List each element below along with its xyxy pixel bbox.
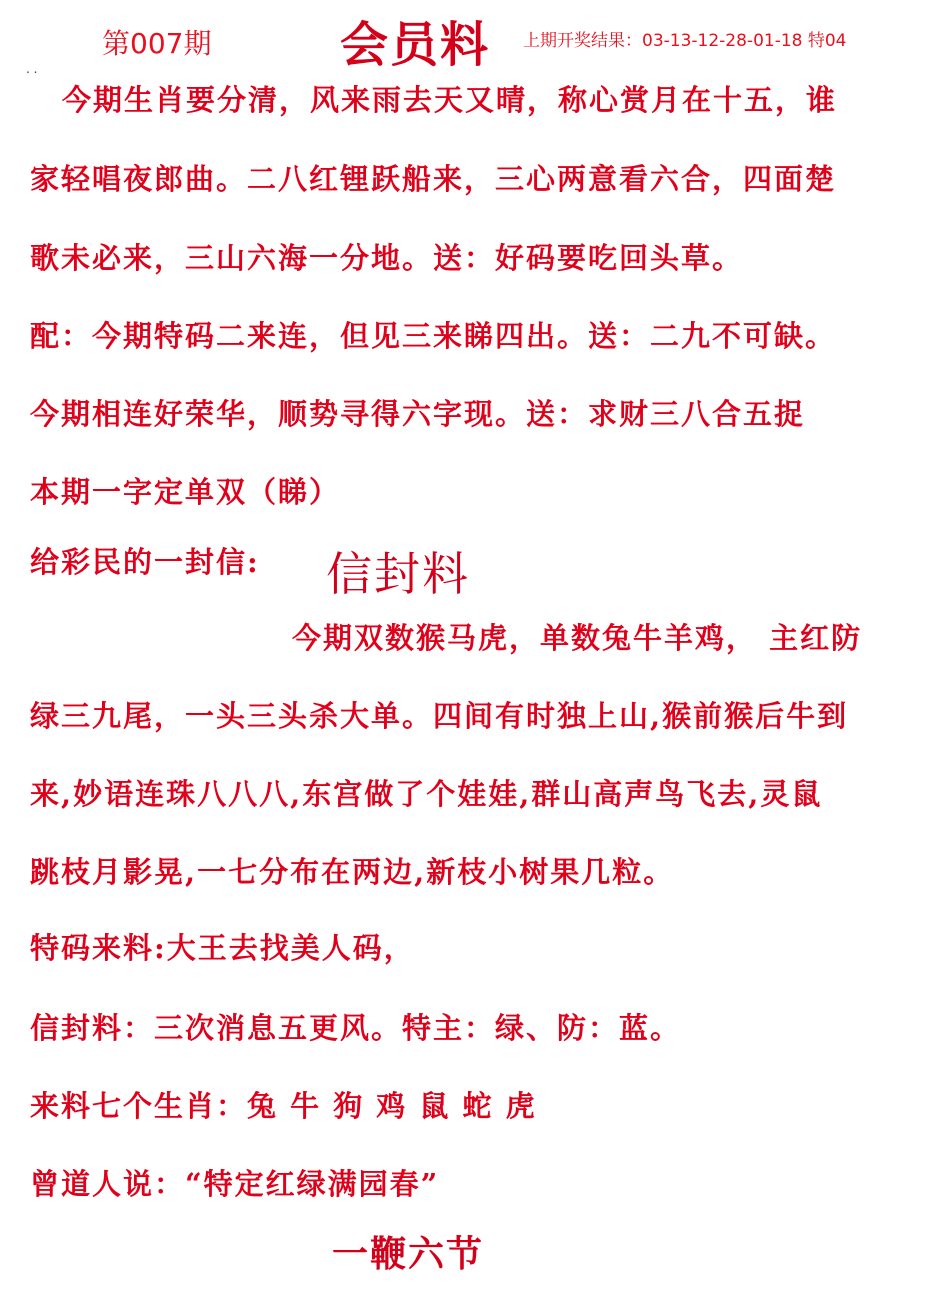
decorative-dots: . . <box>26 62 38 76</box>
yizi-line: 本期一字定单双（睇） <box>30 475 341 509</box>
issue-number: 第007期 <box>102 27 212 60</box>
poem-line-3: 歌未必来，三山六海一分地。送：好码要吃回头草。 <box>30 241 744 275</box>
letter-line-1: 今期双数猴马虎，单数兔牛羊鸡， 主红防 <box>292 621 863 655</box>
letter-line-4: 跳枝月影晃,一七分布在两边,新枝小树果几粒。 <box>30 855 675 889</box>
tema-line: 特码来料:大王去找美人码， <box>30 931 415 965</box>
pei-line: 配：今期特码二来连，但见三来睇四出。送：二九不可缺。 <box>30 319 837 353</box>
poem-line-1: 今期生肖要分清，风来雨去天又晴，称心赏月在十五，谁 <box>62 83 838 117</box>
page-title: 会员料 <box>340 17 491 73</box>
poem-line-2: 家轻唱夜郎曲。二八红锂跃船来，三心两意看六合，四面楚 <box>30 162 837 196</box>
footer-title: 一鞭六节 <box>332 1233 485 1275</box>
zodiac-line: 来料七个生肖：兔 牛 狗 鸡 鼠 蛇 虎 <box>30 1089 537 1123</box>
xinfeng-line: 信封料：三次消息五更风。特主：绿、防：蓝。 <box>30 1011 682 1045</box>
xianglian-line: 今期相连好荣华，顺势寻得六字现。送：求财三八合五捉 <box>30 397 806 431</box>
letter-line-2: 绿三九尾，一头三头杀大单。四间有时独上山,猴前猴后牛到 <box>30 699 849 733</box>
daoren-line: 曾道人说：“特定红绿满园春” <box>30 1167 440 1201</box>
letter-line-3: 来,妙语连珠八八八,东宫做了个娃娃,群山高声鸟飞去,灵鼠 <box>30 777 823 811</box>
previous-result: 上期开奖结果：03-13-12-28-01-18 特04 <box>523 31 847 51</box>
letter-label: 给彩民的一封信: <box>30 545 260 579</box>
letter-section-title: 信封料 <box>326 547 470 601</box>
